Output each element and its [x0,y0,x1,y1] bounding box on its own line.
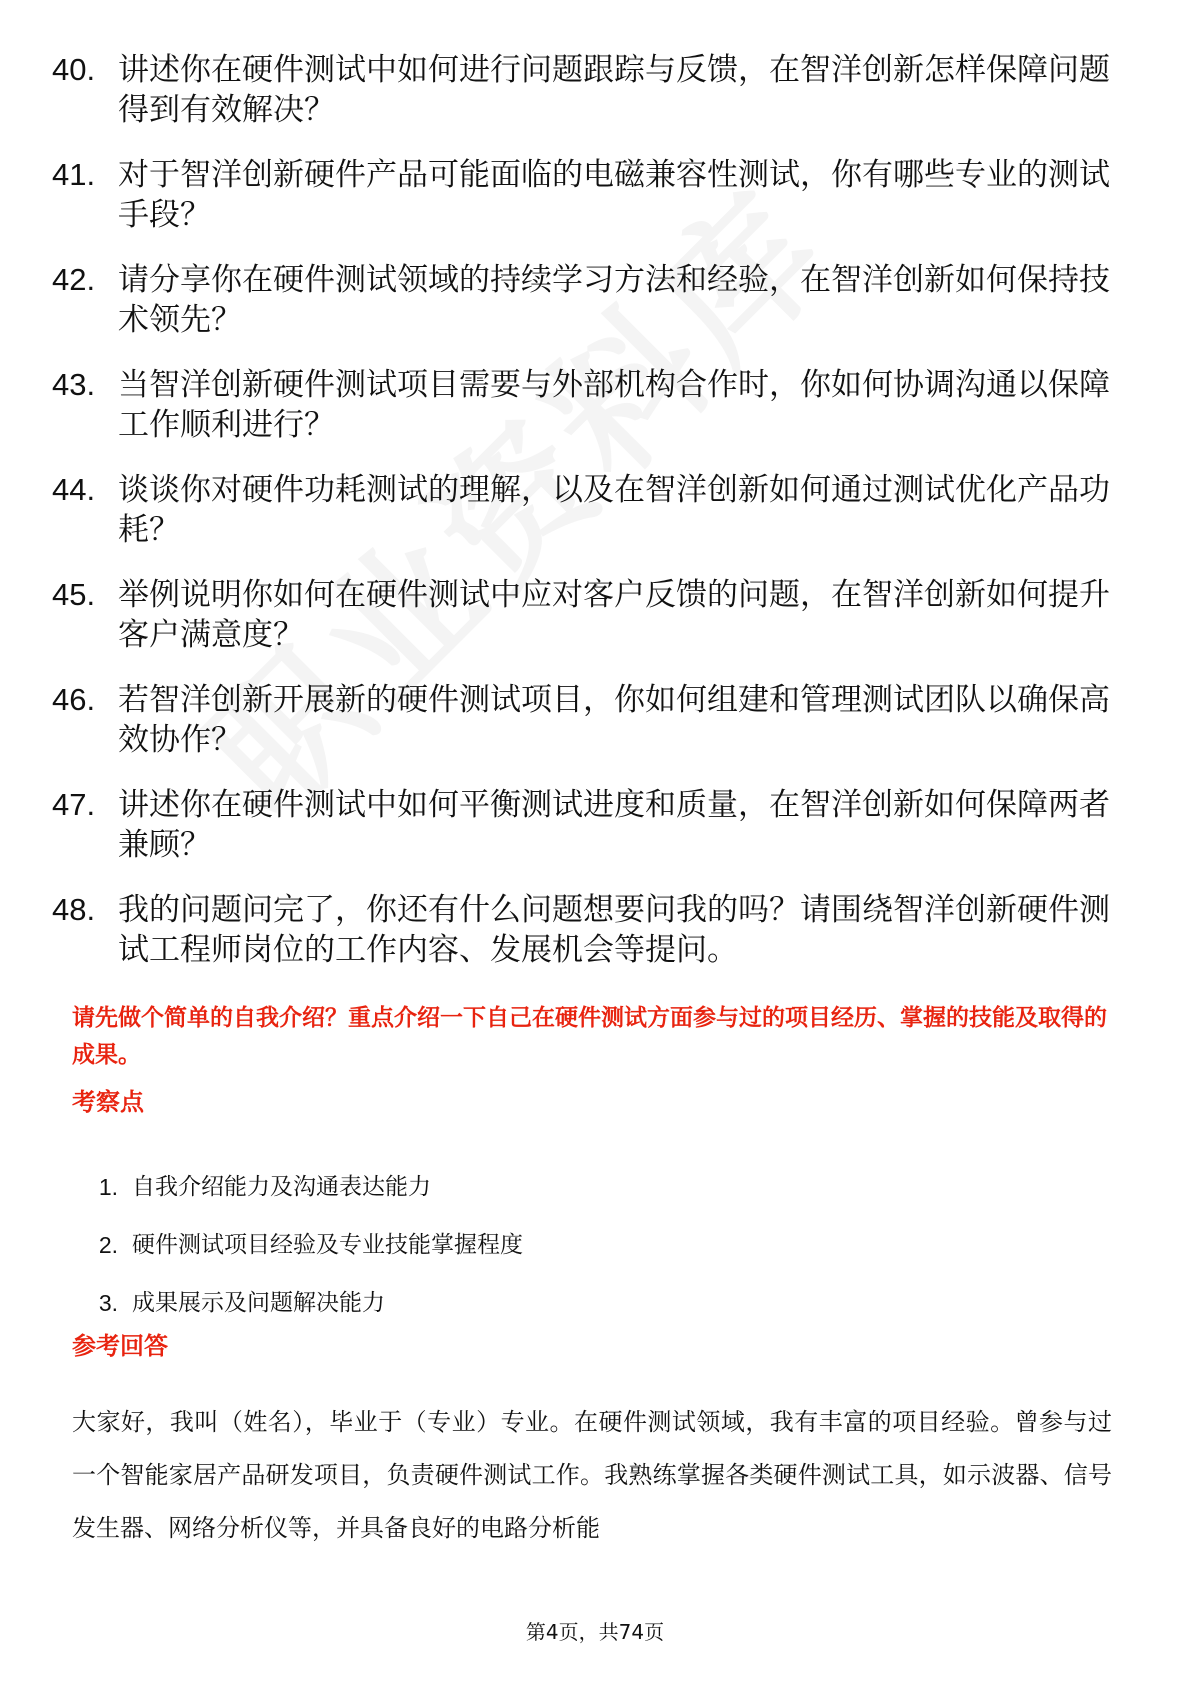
question-item [52,365,1112,445]
question-item [52,680,1112,760]
point-number: 1. [98,1174,118,1200]
question-text: 讲述你在硬件测试中如何进行问题跟踪与反馈，在智洋创新怎样保障问题得到有效解决？ [118,52,1110,128]
intro-question: 请先做个简单的自我介绍？重点介绍一下自己在硬件测试方面参与过的项目经历、掌握的技能及取得的成果。 [72,1005,1107,1068]
question-item [52,470,1112,550]
assessment-point [72,1288,1112,1318]
question-text: 谈谈你对硬件功耗测试的理解，以及在智洋创新如何通过测试优化产品功耗？ [118,472,1110,548]
point-text: 自我介绍能力及沟通表达能力 [132,1174,431,1200]
question-list [52,50,1112,995]
question-item [52,155,1112,235]
assessment-point [72,1230,1112,1260]
question-text: 当智洋创新硬件测试项目需要与外部机构合作时，你如何协调沟通以保障工作顺利进行？ [118,367,1110,443]
question-number: 42. [52,262,96,297]
point-text: 硬件测试项目经验及专业技能掌握程度 [132,1232,523,1258]
question-text: 若智洋创新开展新的硬件测试项目，你如何组建和管理测试团队以确保高效协作？ [118,682,1110,758]
assessment-heading: 考察点 [72,1088,144,1116]
question-text: 对于智洋创新硬件产品可能面临的电磁兼容性测试，你有哪些专业的测试手段？ [118,157,1110,233]
point-text: 成果展示及问题解决能力 [132,1290,385,1316]
question-number: 43. [52,367,96,402]
question-number: 47. [52,787,96,822]
assessment-points [72,1172,1112,1346]
question-text: 举例说明你如何在硬件测试中应对客户反馈的问题，在智洋创新如何提升客户满意度？ [118,577,1110,653]
point-number: 3. [98,1290,118,1316]
question-item [52,575,1112,655]
question-number: 44. [52,472,96,507]
question-item [52,50,1112,130]
assessment-point [72,1172,1112,1202]
question-number: 40. [52,52,96,87]
question-text: 我的问题问完了，你还有什么问题想要问我的吗？请围绕智洋创新硬件测试工程师岗位的工作内容、发展机会等提问。 [118,892,1110,968]
point-number: 2. [98,1232,118,1258]
question-item [52,785,1112,865]
question-text: 讲述你在硬件测试中如何平衡测试进度和质量，在智洋创新如何保障两者兼顾？ [118,787,1110,863]
reference-heading: 参考回答 [72,1332,168,1360]
question-text: 请分享你在硬件测试领域的持续学习方法和经验，在智洋创新如何保持技术领先？ [118,262,1110,338]
question-number: 46. [52,682,96,717]
page-footer: 第4页，共74页 [525,1620,665,1644]
question-number: 48. [52,892,96,927]
question-number: 45. [52,577,96,612]
question-item [52,890,1112,970]
question-item [52,260,1112,340]
reference-answer: 大家好，我叫（姓名），毕业于（专业）专业。在硬件测试领域，我有丰富的项目经验。曾参与过一个智能家居产品研发项目，负责硬件测试工作。我熟练掌握各类硬件测试工具，如示波器、信号发生器、网络分析仪等，并具备良好的电路分析能 [72,1408,1112,1542]
question-number: 41. [52,157,96,192]
